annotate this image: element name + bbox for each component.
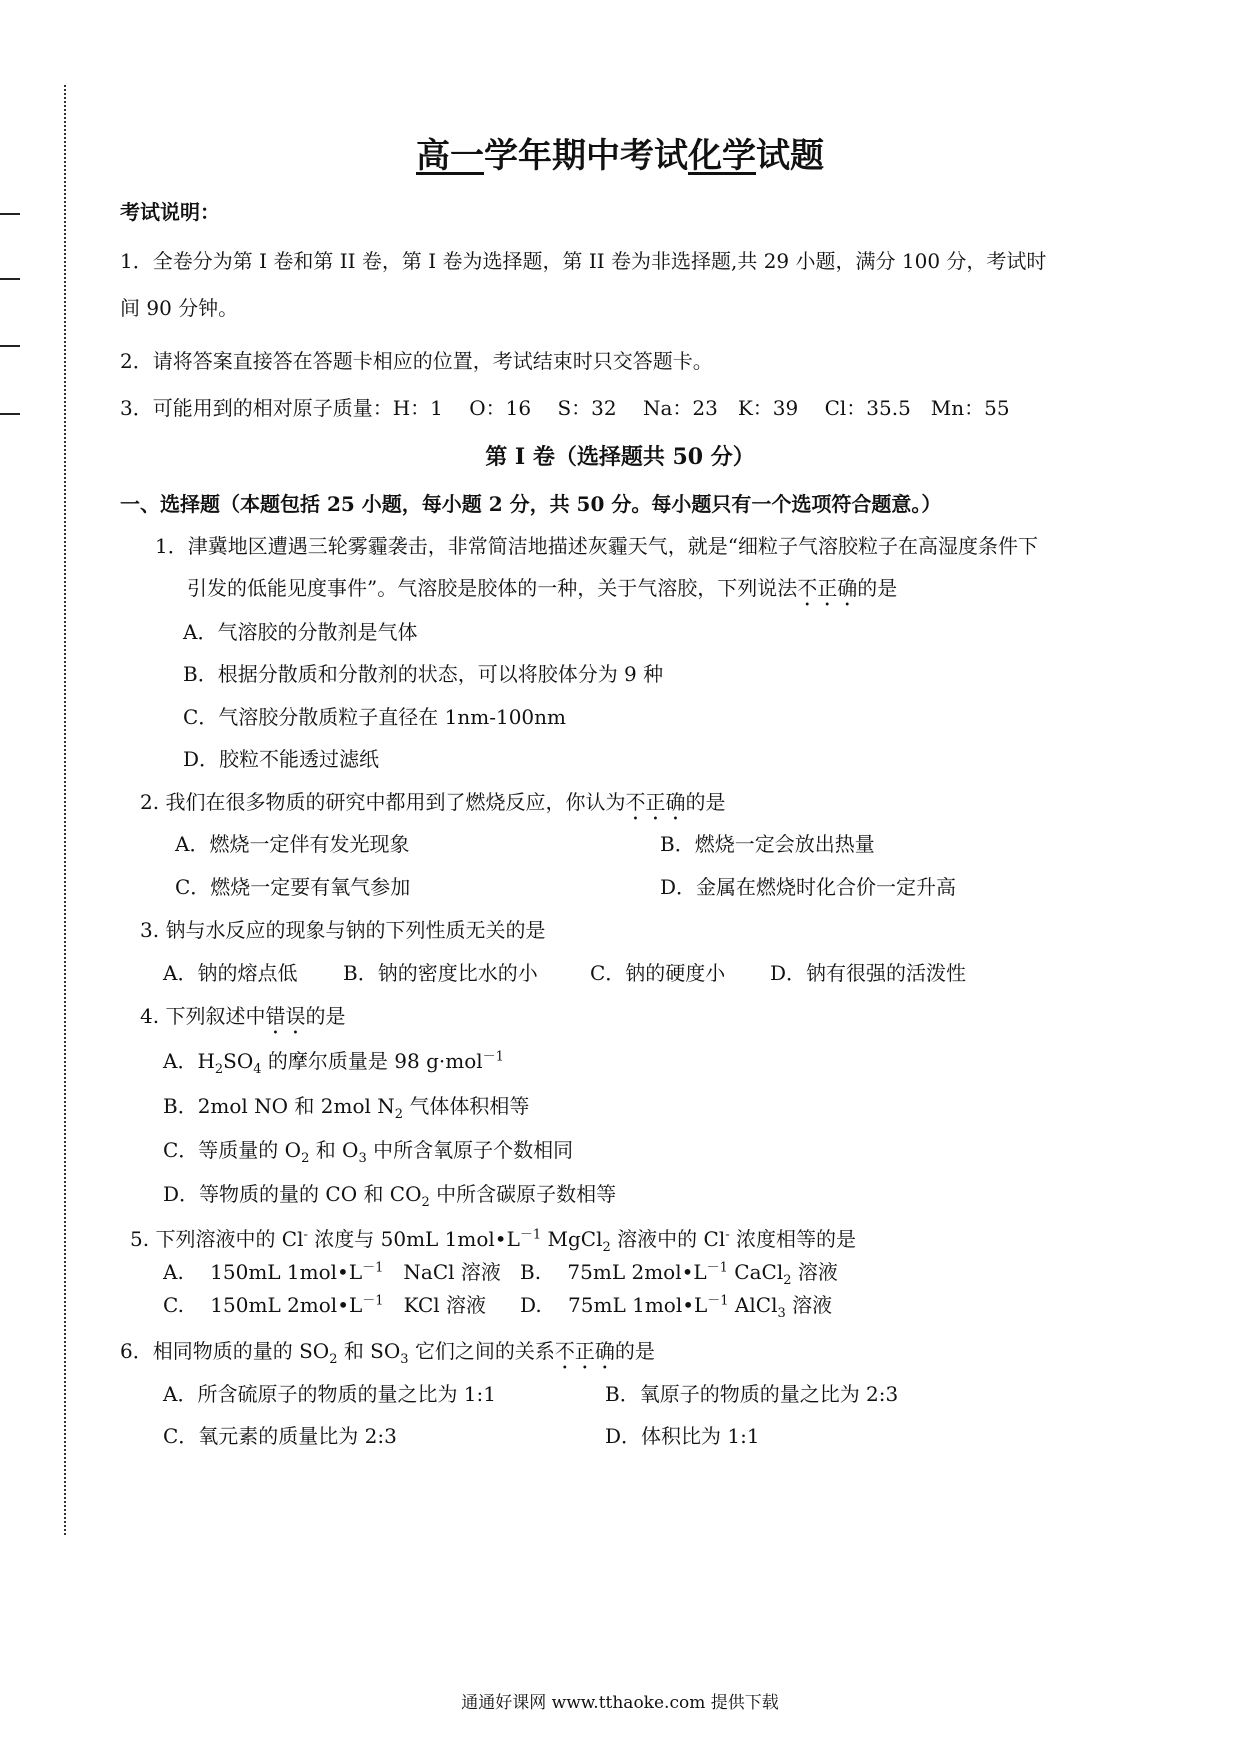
- q5-option-a: A. 150mL $1mol•L^{-1}$ NaCl 溶液: [163, 1260, 501, 1284]
- q4-stem: 4. 下列叙述中错误的是: [140, 1004, 346, 1028]
- section-title: 第 I 卷（选择题共 50 分）: [485, 444, 755, 470]
- q2-emphasis: 不正确: [625, 790, 686, 814]
- q6-option-d: D．体积比为 1:1: [605, 1424, 760, 1448]
- q4-option-a: A．$H_2SO_4$ 的摩尔质量是 98 g·mol$^{-1}$: [163, 1049, 504, 1077]
- binding-margin-dotted-line: [64, 85, 66, 1535]
- margin-tick: [0, 213, 20, 215]
- q3-stem: 3. 钠与水反应的现象与钠的下列性质无关的是: [140, 918, 546, 942]
- q1-stem-line1: 1．津冀地区遭遇三轮雾霾袭击，非常简洁地描述灰霾天气，就是“细粒子气溶胶粒子在高湿度条件下: [155, 534, 1038, 558]
- instruction-2: 2．请将答案直接答在答题卡相应的位置，考试结束时只交答题卡。: [120, 349, 713, 373]
- q2-stem: 2. 我们在很多物质的研究中都用到了燃烧反应，你认为不正确的是: [140, 790, 726, 814]
- q6-option-c: C．氧元素的质量比为 2:3: [163, 1424, 397, 1448]
- q2-option-d: D．金属在燃烧时化合价一定升高: [660, 875, 957, 899]
- q4-option-c: C．等质量的 $O_2$ 和 $O_3$ 中所含氧原子个数相同: [163, 1138, 574, 1166]
- q3-option-c: C．钠的硬度小: [590, 961, 726, 985]
- page-title: [0, 128, 1240, 177]
- q5-option-d: D. 75mL $1mol•L^{-1}$ AlCl$_3$ 溶液: [520, 1293, 833, 1321]
- footer-source: 通通好课网 www.tthaoke.com 提供下载: [461, 1693, 779, 1713]
- title-suffix: 试题: [756, 136, 824, 176]
- q1-stem-line2: 引发的低能见度事件”。气溶胶是胶体的一种，关于气溶胶，下列说法不正确的是: [187, 576, 898, 600]
- q3-option-d: D．钠有很强的活泼性: [770, 961, 967, 985]
- q3-option-a: A．钠的熔点低: [163, 961, 298, 985]
- q1-option-a: A．气溶胶的分散剂是气体: [183, 620, 418, 644]
- q5-stem: 5. 下列溶液中的 Cl- 浓度与 50mL $1mol•L^{-1}$ MgCl$_2$ 溶液中的 Cl- 浓度相等的是: [130, 1227, 856, 1255]
- q6-stem: 6．相同物质的量的 $SO_2$ 和 $SO_3$ 它们之间的关系不正确的是: [120, 1339, 655, 1367]
- q2-option-c: C．燃烧一定要有氧气参加: [175, 875, 411, 899]
- q6-option-b: B．氧原子的物质的量之比为 2:3: [605, 1382, 899, 1406]
- q1-option-c: C．气溶胶分散质粒子直径在 1nm-100nm: [183, 705, 567, 729]
- title-exam: 学年期中考试: [484, 136, 688, 176]
- q6-emphasis: 不正确: [554, 1339, 615, 1363]
- q1-option-d: D．胶粒不能透过滤纸: [183, 747, 380, 771]
- q6-option-a: A．所含硫原子的物质的量之比为 1:1: [163, 1382, 496, 1406]
- q1-emphasis: 不正确: [797, 576, 858, 600]
- margin-tick: [0, 413, 20, 415]
- q5-option-b: B. 75mL $2mol•L^{-1}$ CaCl$_2$ 溶液: [520, 1260, 838, 1288]
- q3-option-b: B．钠的密度比水的小: [343, 961, 538, 985]
- instruction-1: 1．全卷分为第 I 卷和第 II 卷，第 I 卷为选择题，第 II 卷为非选择题,共 29 小题，满分 100 分，考试时: [120, 249, 1047, 273]
- margin-tick: [0, 345, 20, 347]
- instructions-heading: 考试说明：: [120, 200, 220, 224]
- title-subject: 化学: [688, 136, 756, 176]
- q2-option-a: A．燃烧一定伴有发光现象: [175, 832, 410, 856]
- q5-option-c: C. 150mL $2mol•L^{-1}$ KCl 溶液: [163, 1293, 487, 1317]
- margin-tick: [0, 278, 20, 280]
- q4-option-b: B．2mol NO 和 2mol $N_2$ 气体体积相等: [163, 1094, 530, 1122]
- q4-option-d: D．等物质的量的 CO 和 $CO_2$ 中所含碳原子数相等: [163, 1182, 617, 1210]
- instruction-1-cont: 间 90 分钟。: [120, 296, 239, 320]
- q4-emphasis: 错误: [265, 1004, 306, 1028]
- title-grade: 高一: [416, 136, 484, 176]
- q2-option-b: B．燃烧一定会放出热量: [660, 832, 875, 856]
- q1-option-b: B．根据分散质和分散剂的状态，可以将胶体分为 9 种: [183, 662, 664, 686]
- instruction-3: 3．可能用到的相对原子质量：H：1 O：16 S：32 Na：23 K：39 Cl：35.5 Mn：55: [120, 396, 1010, 420]
- part-heading: 一、选择题（本题包括 25 小题，每小题 2 分，共 50 分。每小题只有一个选项符合题意。）: [120, 492, 942, 516]
